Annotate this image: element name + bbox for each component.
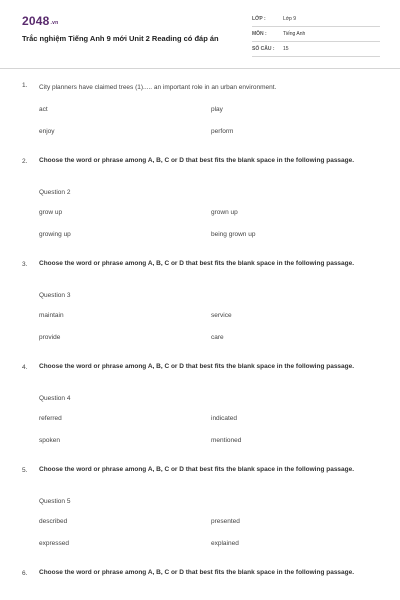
meta-row-count (252, 42, 380, 57)
answer-option[interactable]: spoken (39, 437, 60, 444)
answer-option[interactable]: enjoy (39, 128, 55, 135)
option-row (0, 535, 400, 557)
answer-option[interactable]: grown up (211, 209, 238, 216)
question-sub-label-text: Question 2 (39, 189, 71, 196)
question-sub-label (0, 290, 400, 307)
answer-option[interactable]: play (211, 106, 223, 113)
question-stem (0, 79, 400, 101)
answer-option[interactable]: indicated (211, 415, 238, 422)
question-stem (0, 464, 400, 496)
question-text: Choose the word or phrase among A, B, C or D that best fits the blank space in the following passage. (39, 363, 355, 370)
page-title: Trắc nghiệm Tiếng Anh 9 mới Unit 2 Reading có đáp án (22, 34, 219, 43)
question-item (0, 79, 400, 155)
answer-option[interactable]: act (39, 106, 48, 113)
answer-option[interactable]: growing up (39, 231, 71, 238)
question-number: 5. (22, 467, 28, 474)
answer-option[interactable]: maintain (39, 312, 64, 319)
meta-key: SỐ CÂU : (252, 46, 275, 52)
logo-suffix-text: .vn (50, 20, 59, 26)
meta-key: MÔN : (252, 31, 267, 37)
question-number: 1. (22, 82, 28, 89)
site-logo[interactable] (22, 14, 58, 28)
quiz-meta-table (252, 12, 380, 57)
answer-option[interactable]: explained (211, 540, 239, 547)
option-row (0, 123, 400, 145)
question-number: 6. (22, 570, 28, 577)
question-spacer (0, 248, 400, 258)
question-number: 4. (22, 364, 28, 371)
answer-option[interactable]: described (39, 518, 68, 525)
meta-key: LỚP : (252, 16, 266, 22)
question-stem (0, 155, 400, 187)
page-header (0, 0, 400, 68)
question-spacer (0, 351, 400, 361)
answer-option[interactable]: presented (211, 518, 240, 525)
question-spacer (0, 557, 400, 567)
meta-row-subject (252, 27, 380, 42)
question-list (0, 79, 400, 599)
answer-option[interactable]: perform (211, 128, 234, 135)
option-row (0, 329, 400, 351)
question-text: Choose the word or phrase among A, B, C or D that best fits the blank space in the following passage. (39, 569, 355, 576)
question-sub-label (0, 187, 400, 204)
question-text: Choose the word or phrase among A, B, C or D that best fits the blank space in the following passage. (39, 260, 355, 267)
answer-option[interactable]: care (211, 334, 224, 341)
question-sub-label-text: Question 3 (39, 292, 71, 299)
header-divider (0, 68, 400, 69)
question-item (0, 567, 400, 599)
question-text: Choose the word or phrase among A, B, C or D that best fits the blank space in the following passage. (39, 157, 355, 164)
answer-option[interactable]: being grown up (211, 231, 256, 238)
answer-option[interactable]: service (211, 312, 232, 319)
question-spacer (0, 454, 400, 464)
answer-option[interactable]: provide (39, 334, 61, 341)
question-sub-label-text: Question 5 (39, 498, 71, 505)
answer-option[interactable]: expressed (39, 540, 69, 547)
question-sub-label (0, 496, 400, 513)
question-stem (0, 361, 400, 393)
question-text: Choose the word or phrase among A, B, C or D that best fits the blank space in the following passage. (39, 466, 355, 473)
question-item (0, 464, 400, 567)
question-spacer (0, 145, 400, 155)
meta-row-grade (252, 12, 380, 27)
option-row (0, 410, 400, 432)
answer-option[interactable]: grow up (39, 209, 63, 216)
question-stem (0, 258, 400, 290)
logo-main-text: 2048 (22, 14, 50, 28)
answer-option[interactable]: referred (39, 415, 62, 422)
question-sub-label (0, 393, 400, 410)
option-row (0, 432, 400, 454)
question-sub-label-text: Question 4 (39, 395, 71, 402)
meta-value: Tiếng Anh (283, 31, 306, 37)
option-row (0, 101, 400, 123)
question-number: 3. (22, 261, 28, 268)
option-row (0, 307, 400, 329)
question-item (0, 155, 400, 258)
question-number: 2. (22, 158, 28, 165)
answer-option[interactable]: mentioned (211, 437, 242, 444)
option-row (0, 513, 400, 535)
option-row (0, 226, 400, 248)
question-item (0, 361, 400, 464)
option-row (0, 204, 400, 226)
meta-value: Lớp 9 (283, 16, 297, 22)
question-text: City planners have claimed trees (1)..... an important role in an urban environment. (39, 84, 277, 91)
question-stem (0, 567, 400, 599)
question-item (0, 258, 400, 361)
meta-value: 15 (283, 46, 289, 52)
